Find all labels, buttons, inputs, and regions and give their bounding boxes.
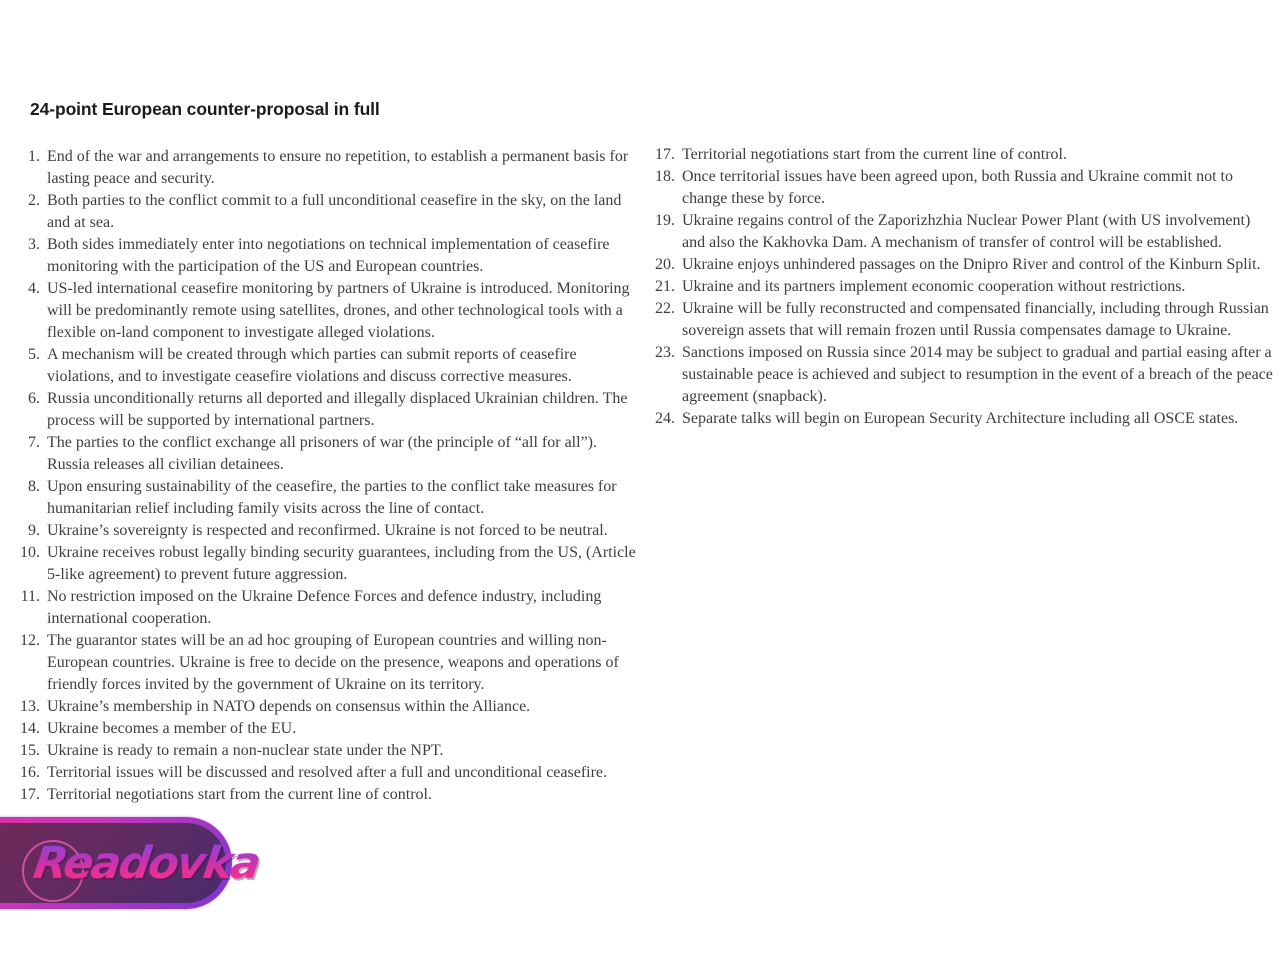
item-number: 18. <box>655 168 675 185</box>
list-item <box>16 432 640 476</box>
list-item <box>16 740 640 762</box>
item-text: Ukraine enjoys unhindered passages on the Dnipro River and control of the Kinburn Split. <box>682 256 1261 273</box>
list-item <box>651 144 1273 166</box>
item-number: 16. <box>20 764 40 781</box>
item-text: Territorial issues will be discussed and resolved after a full and unconditional ceasefire. <box>47 764 608 781</box>
item-text: Separate talks will begin on European Security Architecture including all OSCE states. <box>682 410 1239 427</box>
item-text: Ukraine will be fully reconstructed and compensated financially, including through Russian sovereign assets that will remain frozen until Russia compensates damage to Ukraine. <box>682 300 1269 339</box>
list-item <box>16 784 640 806</box>
watermark-brand-logo: Readovka <box>30 838 263 889</box>
list-item <box>651 408 1273 430</box>
item-text: A mechanism will be created through which parties can submit reports of ceasefire violations, and to investigate ceasefire violations and discuss corrective measures. <box>47 346 577 385</box>
item-number: 2. <box>28 192 40 209</box>
item-text: Both parties to the conflict commit to a full unconditional ceasefire in the sky, on the land and at sea. <box>47 192 622 231</box>
list-item <box>16 190 640 234</box>
list-item <box>16 586 640 630</box>
list-item <box>16 388 640 432</box>
item-number: 21. <box>655 278 675 295</box>
list-item <box>16 762 640 784</box>
readovka-watermark <box>0 817 263 909</box>
item-number: 11. <box>20 588 40 605</box>
list-item <box>651 276 1273 298</box>
item-text: The parties to the conflict exchange all prisoners of war (the principle of “all for all”). Russia releases all civilian detainees. <box>47 434 597 473</box>
list-item <box>16 630 640 696</box>
item-text: Both sides immediately enter into negotiations on technical implementation of ceasefire monitoring with the participation of the US and European countries. <box>47 236 610 275</box>
item-number: 13. <box>20 698 40 715</box>
watermark-pill <box>0 823 263 903</box>
list-item <box>16 146 640 190</box>
item-number: 7. <box>28 434 40 451</box>
item-number: 10. <box>20 544 40 561</box>
item-text: End of the war and arrangements to ensure no repetition, to establish a permanent basis for lasting peace and security. <box>47 148 629 187</box>
list-item <box>651 342 1273 408</box>
item-number: 6. <box>28 390 40 407</box>
item-text: Russia unconditionally returns all deported and illegally displaced Ukrainian children. The process will be supported by international partners. <box>47 390 628 429</box>
item-number: 19. <box>655 212 675 229</box>
item-text: Ukraine and its partners implement economic cooperation without restrictions. <box>682 278 1186 295</box>
item-text: The guarantor states will be an ad hoc grouping of European countries and willing non-European countries. Ukraine is free to decide on the presence, weapons and operations of friendly forces invited by the government of Ukraine on its territory. <box>47 632 619 693</box>
page-title: 24-point European counter-proposal in full <box>30 99 380 119</box>
item-number: 20. <box>655 256 675 273</box>
list-item <box>651 166 1273 210</box>
item-text: US-led international ceasefire monitoring by partners of Ukraine is introduced. Monitoring will be predominantly remote using satellites, drones, and other technological tools with a flexible on-land component to investigate alleged violations. <box>47 280 630 341</box>
item-number: 24. <box>655 410 675 427</box>
item-number: 15. <box>20 742 40 759</box>
item-number: 17. <box>20 786 40 803</box>
item-text: Once territorial issues have been agreed upon, both Russia and Ukraine commit not to change these by force. <box>682 168 1233 207</box>
list-column-right <box>651 144 1273 430</box>
item-number: 22. <box>655 300 675 317</box>
list-column-left <box>16 146 640 806</box>
item-text: Ukraine becomes a member of the EU. <box>47 720 297 737</box>
item-number: 14. <box>20 720 40 737</box>
item-number: 9. <box>28 522 40 539</box>
list-item <box>651 210 1273 254</box>
list-item <box>16 344 640 388</box>
item-text: Ukraine receives robust legally binding security guarantees, including from the US, (Article 5-like agreement) to prevent future aggression. <box>47 544 636 583</box>
item-number: 17. <box>655 146 675 163</box>
item-text: Territorial negotiations start from the current line of control. <box>682 146 1067 163</box>
list-item <box>16 278 640 344</box>
item-number: 23. <box>655 344 675 361</box>
item-number: 12. <box>20 632 40 649</box>
item-number: 1. <box>28 148 40 165</box>
list-item <box>16 718 640 740</box>
item-text: Ukraine’s membership in NATO depends on consensus within the Alliance. <box>47 698 531 715</box>
item-text: Ukraine regains control of the Zaporizhzhia Nuclear Power Plant (with US involvement) and also the Kakhovka Dam. A mechanism of transfer of control will be established. <box>682 212 1251 251</box>
item-text: Ukraine is ready to remain a non-nuclear state under the NPT. <box>47 742 444 759</box>
item-text: No restriction imposed on the Ukraine Defence Forces and defence industry, including international cooperation. <box>47 588 602 627</box>
list-item <box>651 298 1273 342</box>
list-item <box>651 254 1273 276</box>
item-number: 5. <box>28 346 40 363</box>
list-item <box>16 234 640 278</box>
list-item <box>16 696 640 718</box>
item-number: 3. <box>28 236 40 253</box>
item-text: Territorial negotiations start from the current line of control. <box>47 786 432 803</box>
item-text: Ukraine’s sovereignty is respected and reconfirmed. Ukraine is not forced to be neutral. <box>47 522 608 539</box>
item-text: Sanctions imposed on Russia since 2014 may be subject to gradual and partial easing after a sustainable peace is achieved and subject to resumption in the event of a breach of the peace agreement (snapback). <box>682 344 1273 405</box>
item-number: 4. <box>28 280 40 297</box>
list-item <box>16 520 640 542</box>
list-item <box>16 542 640 586</box>
item-number: 8. <box>28 478 40 495</box>
list-item <box>16 476 640 520</box>
item-text: Upon ensuring sustainability of the ceasefire, the parties to the conflict take measures for humanitarian relief including family visits across the line of contact. <box>47 478 617 517</box>
